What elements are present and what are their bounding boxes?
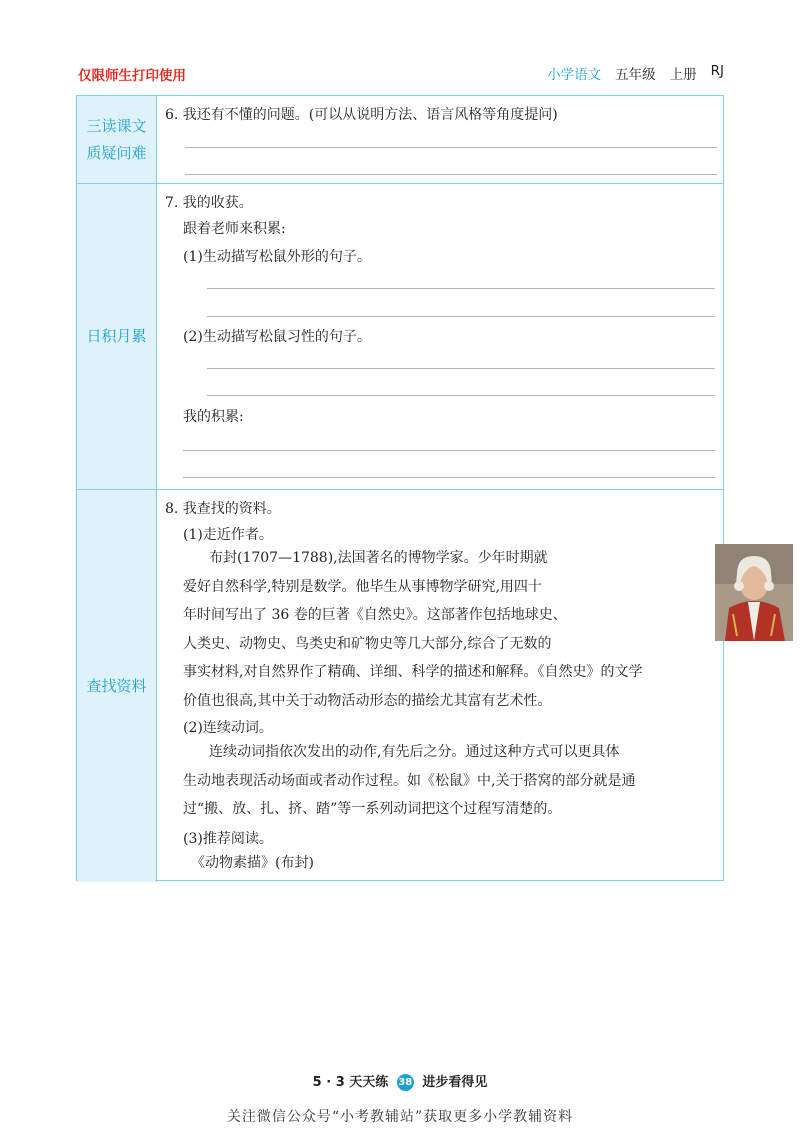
page-footer (0, 1071, 800, 1091)
recommended-book: 《动物素描》(布封) (191, 855, 314, 871)
row-questions (77, 96, 723, 184)
book-info (547, 63, 724, 83)
my-accumulation: 我的积累: (183, 409, 244, 425)
watermark-text: 关注微信公众号“小考教辅站”获取更多小学教辅资料 (226, 1109, 574, 1125)
label-line: 日积月累 (86, 327, 147, 345)
subject-label: 小学语文 (547, 67, 602, 83)
question-8: 8. 我查找的资料。 (165, 501, 281, 517)
portrait-image (715, 544, 793, 641)
worksheet-table (76, 95, 724, 881)
answer-line[interactable] (207, 288, 715, 289)
answer-line[interactable] (183, 450, 715, 451)
bio-line: 事实材料,对自然界作了精确、详细、科学的描述和解释。《自然史》的文学 (183, 664, 643, 680)
label-line: 三读课文 (86, 116, 147, 135)
answer-line[interactable] (207, 316, 715, 317)
verbs-line: 过“搬、放、扎、挤、踏”等一系列动词把这个过程写清楚的。 (183, 801, 562, 817)
follow-teacher: 跟着老师来积累: (183, 221, 286, 237)
answer-line[interactable] (185, 174, 717, 175)
item-habits: (2)生动描写松鼠习性的句子。 (183, 329, 371, 345)
item-appearance: (1)生动描写松鼠外形的句子。 (183, 249, 371, 265)
label-line: 质疑问难 (86, 143, 147, 162)
volume-label: 上册 (669, 67, 697, 83)
edition-label: RJ (710, 63, 724, 79)
page-number: 38 (397, 1074, 414, 1091)
question-6: 6. 我还有不懂的问题。(可以从说明方法、语言风格等角度提问) (165, 107, 558, 123)
row-label-questions (77, 96, 157, 183)
bio-line: 人类史、动物史、鸟类史和矿物史等几大部分,综合了无数的 (183, 635, 552, 652)
bio-line: 年时间写出了 36 卷的巨著《自然史》。这部著作包括地球史、 (183, 607, 567, 623)
slogan-label: 进步看得见 (422, 1075, 488, 1090)
answer-line[interactable] (207, 395, 715, 396)
brand-label: 5 · 3 天天练 (312, 1075, 389, 1090)
row-label-accumulate (77, 184, 157, 489)
row-research (77, 490, 723, 882)
answer-line[interactable] (207, 368, 715, 369)
row-accumulate (77, 184, 723, 490)
verbs-line: 生动地表现活动场面或者动作过程。如《松鼠》中,关于搭窝的部分就是通 (183, 772, 636, 789)
label-line: 查找资料 (86, 676, 147, 695)
item-reading: (3)推荐阅读。 (183, 831, 273, 847)
bio-line: 价值也很高,其中关于动物活动形态的描绘尤其富有艺术性。 (183, 692, 552, 709)
question-7: 7. 我的收获。 (165, 195, 253, 211)
answer-line[interactable] (183, 477, 715, 478)
item-verbs: (2)连续动词。 (183, 720, 273, 736)
answer-line[interactable] (185, 147, 717, 148)
print-notice: 仅限师生打印使用 (78, 68, 186, 84)
verbs-explanation (183, 738, 635, 824)
grade-label: 五年级 (615, 67, 656, 83)
verbs-line: 连续动词指依次发出的动作,有先后之分。通过这种方式可以更具体 (209, 744, 620, 760)
bio-line: 布封(1707—1788),法国著名的博物学家。少年时期就 (209, 550, 548, 566)
author-bio (183, 544, 642, 715)
item-author: (1)走近作者。 (183, 527, 273, 543)
row-label-research (77, 490, 157, 882)
bio-line: 爱好自然科学,特别是数学。他毕生从事博物学研究,用四十 (183, 578, 542, 595)
author-portrait (715, 544, 793, 641)
